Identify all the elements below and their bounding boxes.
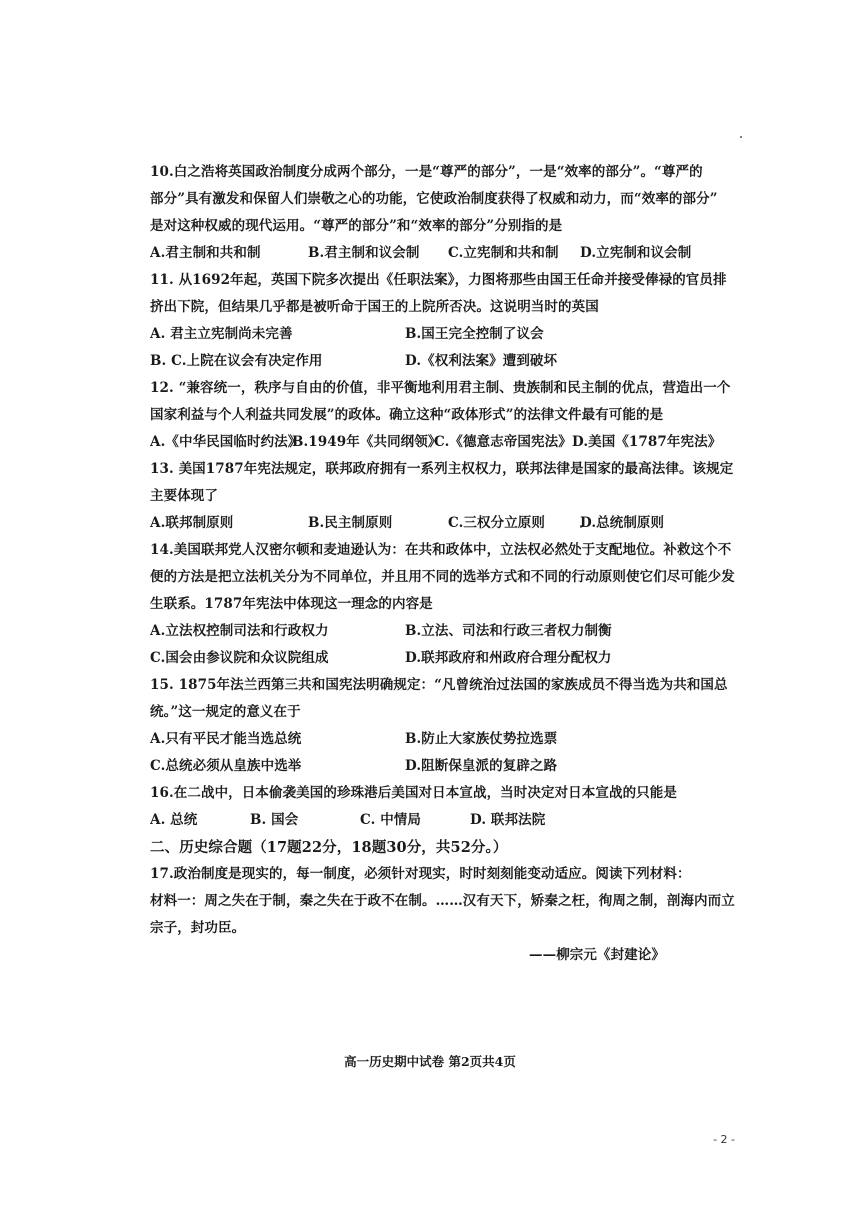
- option-d: D.总统制原则: [580, 515, 665, 531]
- option-b: B.立法、司法和行政三者权力制衡: [405, 623, 612, 639]
- option-d: D. 联邦法院: [470, 812, 546, 828]
- option-b: B. 国会: [250, 812, 299, 828]
- question-text-line: 统。”这一规定的意义在于: [150, 704, 301, 720]
- answer-options: [150, 730, 760, 757]
- question-text-line: 11. 从1692年起，英国下院多次提出《任职法案》，力图将那些由国王任命并接受俸禄的官员排: [150, 272, 727, 288]
- option-a: A. 总统: [150, 812, 198, 828]
- question-14: [150, 541, 760, 676]
- option-a: A.只有平民才能当选总统: [150, 731, 302, 747]
- section-heading: 二、历史综合题（17题22分，18题30分，共52分。）: [150, 839, 508, 856]
- option-a: A.《中华民国临时约法》: [150, 434, 302, 450]
- option-c: C.《德意志帝国宪法》: [434, 434, 572, 450]
- question-text-line: 部分”具有激发和保留人们崇敬之心的功能，它使政治制度获得了权威和动力，而“效率的部分”: [150, 191, 718, 207]
- option-b: B.国王完全控制了议会: [405, 326, 544, 342]
- option-a: A.联邦制原则: [150, 515, 234, 531]
- question-text-line: 宗子，封功臣。: [150, 920, 246, 936]
- option-b: B.1949年《共同纲领》: [292, 434, 442, 450]
- option-b: B.防止大家族仗势拉选票: [405, 731, 558, 747]
- option-d: D.立宪制和议会制: [580, 245, 692, 261]
- question-16: [150, 784, 760, 838]
- option-d: D.《权利法案》遭到破坏: [405, 353, 558, 369]
- question-text-line: 10.白之浩将英国政治制度分成两个部分，一是“尊严的部分”，一是“效率的部分”。“尊严的: [150, 164, 703, 180]
- option-c: C.国会由参议院和众议院组成: [150, 650, 329, 666]
- answer-options: [150, 352, 760, 379]
- option-d: D.联邦政府和州政府合理分配权力: [405, 650, 612, 666]
- option-c: C.总统必须从皇族中选举: [150, 758, 302, 774]
- question-text-line: 13. 美国1787年宪法规定，联邦政府拥有一系列主权权力，联邦法律是国家的最高法律。该规定: [150, 461, 734, 477]
- option-c: C.立宪制和共和制: [448, 245, 559, 261]
- question-text-line: 14.美国联邦党人汉密尔顿和麦迪逊认为：在共和政体中，立法权必然处于支配地位。补救这个不: [150, 542, 732, 558]
- scan-speck: [740, 136, 742, 138]
- question-text-line: 16.在二战中，日本偷袭美国的珍珠港后美国对日本宣战，当时决定对日本宣战的只能是: [150, 785, 677, 801]
- option-c: C. 中情局: [360, 812, 422, 828]
- page-footer: 高一历史期中试卷 第2页共4页: [344, 1054, 516, 1069]
- question-text-line: 15. 1875年法兰西第三共和国宪法明确规定：“凡曾统治过法国的家族成员不得当选为共和国总: [150, 677, 728, 693]
- option-b: B.君主制和议会制: [308, 245, 420, 261]
- question-13: [150, 460, 760, 541]
- question-text-line: 便的方法是把立法机关分为不同单位，并且用不同的选举方式和不同的行动原则使它们尽可能少发: [150, 569, 735, 585]
- question-text-line: 生联系。1787年宪法中体现这一理念的内容是: [150, 596, 433, 612]
- question-text-line: 材料一：周之失在于制，秦之失在于政不在制。……汉有天下，矫秦之枉，徇周之制，剖海内而立: [150, 893, 735, 909]
- question-text-line: 12. “兼容统一，秩序与自由的价值，非平衡地利用君主制、贵族制和民主制的优点，营造出一个: [150, 380, 731, 396]
- answer-options: [150, 325, 760, 352]
- exam-content: [150, 163, 760, 973]
- question-text-line: 国家利益与个人利益共同发展”的政体。确立这种“政体形式”的法律文件最有可能的是: [150, 407, 664, 423]
- option-d: D.美国《1787年宪法》: [572, 434, 722, 450]
- option-a: A.君主制和共和制: [150, 245, 261, 261]
- question-12: [150, 379, 760, 460]
- answer-options: [150, 622, 760, 649]
- question-11: [150, 271, 760, 379]
- question-10: [150, 163, 760, 271]
- answer-options: [150, 649, 760, 676]
- answer-options: [150, 811, 760, 838]
- question-text-line: 主要体现了: [150, 488, 218, 504]
- option-c: B. C.上院在议会有决定作用: [150, 353, 323, 369]
- option-a: A.立法权控制司法和行政权力: [150, 623, 329, 639]
- material-source: ——柳宗元《封建论》: [529, 947, 665, 963]
- answer-options: [150, 433, 760, 460]
- option-b: B.民主制原则: [308, 515, 393, 531]
- answer-options: [150, 514, 760, 541]
- page-number: - 2 -: [713, 1133, 735, 1146]
- answer-options: [150, 757, 760, 784]
- question-text-line: 17.政治制度是现实的，每一制度，必须针对现实，时时刻刻能变动适应。阅读下列材料：: [150, 866, 691, 882]
- question-text-line: 挤出下院，但结果几乎都是被听命于国王的上院所否决。这说明当时的英国: [150, 299, 599, 315]
- option-d: D.阻断保皇派的复辟之路: [405, 758, 558, 774]
- question-text-line: 是对这种权威的现代运用。“尊严的部分”和“效率的部分”分别指的是: [150, 218, 563, 234]
- question-15: [150, 676, 760, 784]
- option-c: C.三权分立原则: [448, 515, 546, 531]
- option-a: A. 君主立宪制尚未完善: [150, 326, 293, 342]
- question-17: [150, 865, 760, 973]
- answer-options: [150, 244, 760, 271]
